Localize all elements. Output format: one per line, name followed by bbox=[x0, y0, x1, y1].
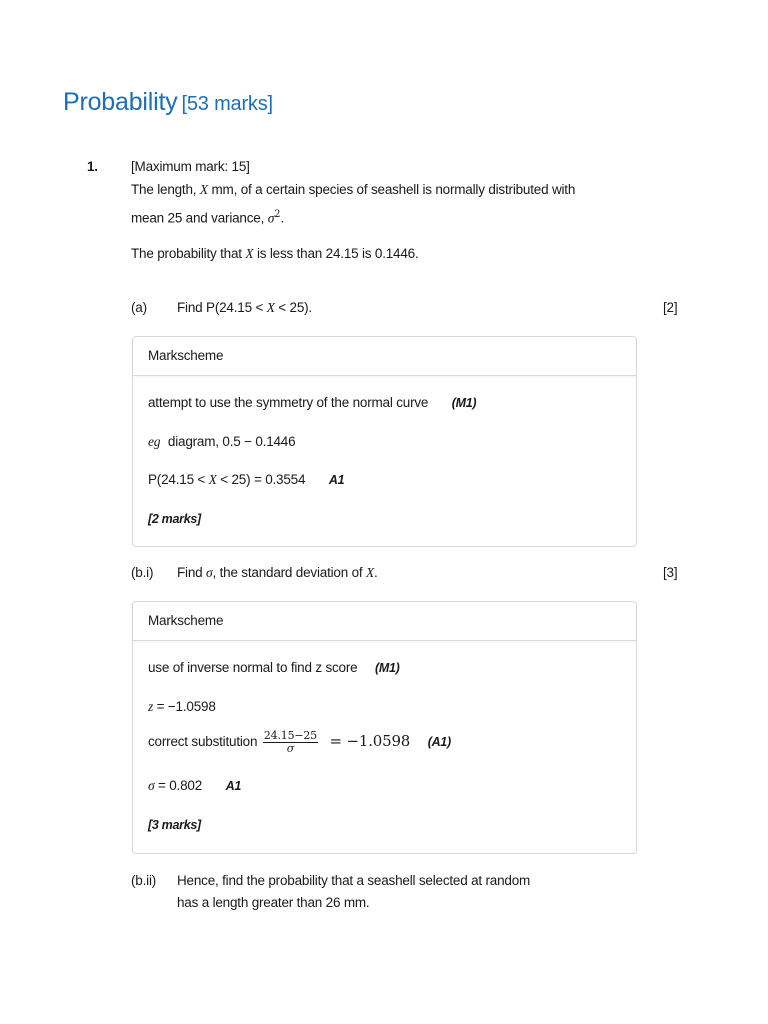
markscheme-header[interactable] bbox=[133, 337, 636, 376]
stem-exponent: 2 bbox=[274, 209, 281, 220]
markscheme-text: correct substitution bbox=[148, 734, 258, 750]
markscheme-line bbox=[148, 777, 241, 795]
stem-text: mean 25 and variance, bbox=[131, 210, 268, 226]
markscheme-total: [3 marks] bbox=[148, 818, 201, 832]
markscheme-line bbox=[148, 659, 400, 677]
given-text: The probability that bbox=[131, 246, 246, 261]
stem-text: . bbox=[280, 210, 284, 226]
markscheme-text: < 25) = 0.3554 bbox=[216, 472, 306, 487]
markscheme-variable: z bbox=[148, 699, 154, 714]
markscheme-variable: X bbox=[208, 472, 217, 487]
markscheme-line bbox=[148, 730, 451, 755]
markscheme-header-label: Markscheme bbox=[148, 613, 224, 628]
part-a-label: (a) bbox=[131, 300, 147, 315]
markscheme-sigma: σ bbox=[148, 778, 155, 793]
question-number: 1. bbox=[87, 159, 98, 174]
markscheme-text: attempt to use the symmetry of the normal curve bbox=[148, 395, 429, 410]
title-text: Probability bbox=[63, 88, 178, 116]
part-a-text-segment: Find P(24.15 < bbox=[177, 300, 267, 315]
mark-code: (A1) bbox=[427, 735, 451, 750]
stem-text: mm, of a certain species of seashell is normally distributed with bbox=[207, 182, 576, 197]
page-title bbox=[63, 88, 273, 117]
part-bi-text-segment: Find bbox=[177, 565, 207, 580]
markscheme-line bbox=[148, 433, 295, 451]
markscheme-header[interactable] bbox=[133, 602, 636, 641]
fraction-denominator: σ bbox=[286, 742, 295, 755]
stem-text: The length, bbox=[131, 182, 200, 197]
part-bii-label: (b.ii) bbox=[131, 873, 157, 888]
part-bi-variable: X bbox=[366, 565, 375, 580]
part-bii-line2: has a length greater than 26 mm. bbox=[177, 895, 370, 910]
mark-code: (M1) bbox=[375, 661, 400, 675]
question-stem-line1 bbox=[131, 181, 575, 199]
markscheme-line bbox=[148, 471, 344, 489]
part-a-text bbox=[177, 299, 312, 317]
mark-code: (M1) bbox=[451, 396, 477, 410]
fraction-numerator: 24.15−25 bbox=[263, 729, 317, 742]
markscheme-header-label: Markscheme bbox=[148, 348, 224, 363]
markscheme-text: use of inverse normal to find z score bbox=[148, 660, 358, 675]
markscheme-box-a bbox=[132, 336, 637, 547]
part-bi-text bbox=[177, 564, 378, 582]
part-bi-text-segment: , the standard deviation of bbox=[212, 565, 366, 580]
part-a-variable: X bbox=[266, 300, 275, 315]
markscheme-total: [2 marks] bbox=[148, 512, 201, 526]
markscheme-line bbox=[148, 698, 216, 716]
part-bi-text-segment: . bbox=[374, 565, 378, 580]
part-bi-label: (b.i) bbox=[131, 565, 154, 580]
markscheme-text: P(24.15 < bbox=[148, 472, 209, 487]
given-text: is less than 24.15 is 0.1446. bbox=[253, 246, 419, 261]
markscheme-text: = −1.0598 bbox=[153, 699, 216, 714]
markscheme-text: = 0.802 bbox=[154, 778, 203, 793]
max-mark: [Maximum mark: 15] bbox=[131, 159, 250, 174]
part-a-marks: [2] bbox=[663, 300, 678, 315]
mark-code: A1 bbox=[328, 473, 345, 487]
title-marks: [53 marks] bbox=[181, 93, 273, 115]
stem-variable: X bbox=[199, 182, 208, 197]
eg-label: eg bbox=[148, 434, 161, 449]
mark-code: A1 bbox=[225, 779, 241, 793]
substitution-result: = −1.0598 bbox=[329, 732, 411, 751]
part-bi-marks: [3] bbox=[663, 565, 678, 580]
markscheme-box-bi bbox=[132, 601, 637, 854]
given-statement bbox=[131, 245, 419, 263]
part-bi-sigma: σ bbox=[206, 565, 213, 580]
given-variable: X bbox=[245, 246, 254, 261]
question-stem-line2 bbox=[131, 206, 284, 228]
markscheme-line bbox=[148, 394, 476, 412]
markscheme-text: diagram, 0.5 − 0.1446 bbox=[167, 434, 296, 449]
stem-sigma: σ bbox=[267, 210, 275, 226]
part-a-text-segment: < 25). bbox=[274, 300, 312, 315]
substitution-fraction bbox=[263, 730, 318, 755]
part-bii-line1: Hence, find the probability that a seashell selected at random bbox=[177, 873, 531, 888]
